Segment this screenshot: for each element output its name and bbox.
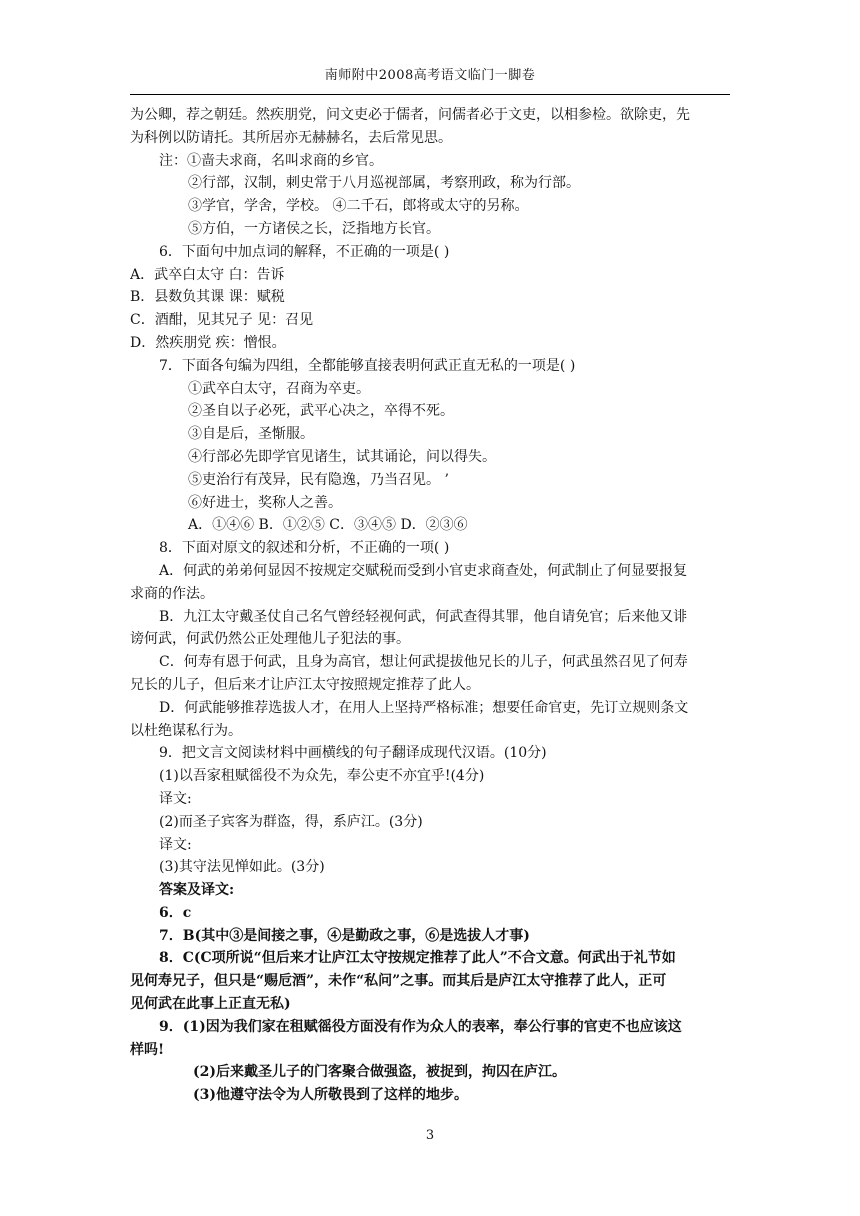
text-line: ③学官，学舍，学校。 ④二千石，郎将或太守的另称。 (188, 198, 529, 215)
text-line: D．然疾朋党 疾：憎恨。 (130, 334, 286, 351)
text-line: 7．B(其中③是间接之事，④是勤政之事，⑥是选拔人才事) (159, 927, 530, 944)
text-line: ②圣自以子必死，武平心决之，卒得不死。 (188, 403, 454, 420)
text-line: (2)而圣子宾客为群盗，得，系庐江。(3分) (159, 813, 423, 830)
text-line: B．县数负其课 课：赋税 (130, 289, 285, 306)
text-line: C．酒酣，见其兄子 见：召见 (130, 312, 314, 329)
document-body (130, 104, 732, 1107)
page-header-title: 南师附中2008高考语文临门一脚卷 (324, 68, 536, 83)
text-line: 6．下面句中加点词的解释，不正确的一项是( ) (159, 243, 450, 260)
text-line: 9．把文言文阅读材料中画横线的句子翻译成现代汉语。(10分) (159, 745, 547, 762)
text-line: D．何武能够推荐选拔人才，在用人上坚持严格标准；想要任命官吏，先订立规则条文 (159, 699, 689, 716)
text-line: 译文: (159, 836, 192, 853)
text-line: A．①④⑥ B．①②⑤ C．③④⑤ D．②③⑥ (188, 517, 468, 534)
text-line: ②行部，汉制，刺史常于八月巡视部属，考察刑政，称为行部。 (188, 175, 580, 192)
text-line: 见何寿兄子，但只是“赐卮酒”，未作“私问”之事。而其后是庐江太守推荐了此人，正可 (130, 973, 667, 990)
text-line: B．九江太守戴圣仗自己名气曾经轻视何武，何武查得其罪，他自请免官；后来他又诽 (159, 608, 688, 625)
text-line: (1)以吾家租赋徭役不为众先，奉公吏不亦宜乎!(4分) (159, 768, 485, 785)
text-line: ⑥好进士，奖称人之善。 (188, 494, 342, 511)
text-line: 6．c (159, 904, 192, 921)
text-line: 7．下面各句编为四组，全都能够直接表明何武正直无私的一项是( ) (159, 357, 576, 374)
text-line: 样吗! (130, 1041, 165, 1058)
text-line: A．武卒白太守 白：告诉 (130, 266, 285, 283)
text-line: (2)后来戴圣儿子的门客聚合做强盗，被捉到，拘囚在庐江。 (193, 1064, 566, 1081)
text-line: 为公卿，荐之朝廷。然疾朋党，问文吏必于儒者，问儒者必于文吏，以相参检。欲除吏，先 (130, 107, 690, 123)
text-line: 译文: (159, 790, 192, 807)
text-line: ⑤方伯，一方诸侯之长，泛指地方长官。 (188, 220, 440, 237)
text-line: 注：①啬夫求商，名叫求商的乡官。 (159, 152, 383, 169)
text-line: 见何武在此事上正直无私) (130, 996, 291, 1013)
text-line: ⑤吏治行有茂异，民有隐逸，乃当召见。 ’ (188, 471, 449, 488)
text-line: 兄长的儿子，但后来才让庐江太守按照规定推荐了此人。 (130, 676, 480, 693)
text-line: 求商的作法。 (130, 585, 214, 602)
text-line: (3)其守法见惮如此。(3分) (159, 859, 325, 876)
text-line: 以杜绝谋私行为。 (130, 722, 242, 739)
page-number: 3 (425, 1128, 435, 1143)
text-line: 谤何武，何武仍然公正处理他儿子犯法的事。 (130, 631, 410, 648)
text-line: 9．(1)因为我们家在租赋徭役方面没有作为众人的表率，奉公行事的官吏不也应该这 (159, 1018, 682, 1035)
text-line: 答案及译文: (159, 882, 235, 899)
text-line: ④行部必先即学官见诸生，试其诵论，问以得失。 (188, 448, 496, 465)
header-divider (130, 94, 730, 95)
text-line: ①武卒白太守，召商为卒吏。 (188, 380, 370, 397)
text-line: 8．下面对原文的叙述和分析，不正确的一项( ) (159, 540, 450, 557)
text-line: A．何武的弟弟何显因不按规定交赋税而受到小官吏求商查处，何武制止了何显要报复 (159, 562, 688, 579)
text-line: C．何寿有恩于何武，且身为高官，想让何武提拔他兄长的儿子，何武虽然召见了何寿 (159, 654, 688, 671)
text-line: ③自是后，圣惭服。 (188, 426, 314, 443)
text-line: (3)他遵守法令为人所敬畏到了这样的地步。 (193, 1087, 468, 1104)
text-line: 8．C(C项所说“但后来才让庐江太守按规定推荐了此人”不合文意。何武出于礼节如 (159, 950, 676, 967)
text-line: 为科例以防请托。其所居亦无赫赫名，去后常见思。 (130, 129, 452, 146)
